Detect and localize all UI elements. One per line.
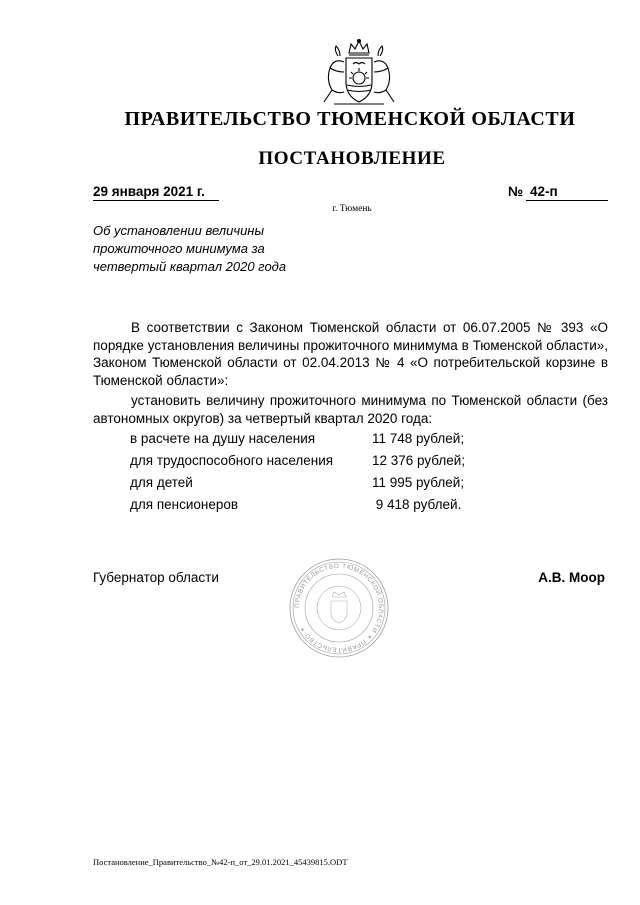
coat-of-arms-icon (318, 38, 400, 110)
list-item-value: 12 376 рублей; (372, 453, 466, 468)
city: г. Тюмень (332, 204, 372, 214)
list-item (130, 428, 510, 450)
list-item-label: для трудоспособного населения (130, 453, 334, 468)
list-item-label: в расчете на душу населения (130, 431, 316, 446)
document-type: ПОСТАНОВЛЕНИЕ (258, 148, 446, 169)
list-item (130, 450, 510, 472)
document-date: 29 января 2021 г. (93, 184, 219, 201)
document-number: 42-п (526, 184, 608, 201)
list-item (130, 472, 510, 494)
signatory-position: Губернатор области (93, 570, 219, 585)
list-item-value: 9 418 рублей. (372, 497, 462, 512)
list-item-value: 11 748 рублей; (372, 431, 465, 446)
minimum-list (130, 428, 510, 516)
decision-paragraph: установить величину прожиточного минимума по Тюменской области (без автономных округов) за четвертый квартал 2020 года: (93, 393, 608, 426)
list-item-label: для пенсионеров (130, 497, 239, 512)
signatory-name: А.В. Моор (538, 570, 605, 585)
svg-text:ПРАВИТЕЛЬСТВО ТЮМЕНСКОЙ ОБЛАСТ: ПРАВИТЕЛЬСТВО ТЮМЕНСКОЙ ОБЛАСТИ ✶ ПРАВИТЕЛЬСТВО ✶ (293, 562, 385, 654)
document-subject: Об установлении величины прожиточного минимума за четвертый квартал 2020 года (93, 223, 287, 274)
number-sign: № (508, 184, 524, 199)
list-item-label: для детей (130, 475, 193, 490)
official-seal-stamp-icon (288, 557, 390, 659)
list-item-value: 11 995 рублей; (372, 475, 465, 490)
government-title: ПРАВИТЕЛЬСТВО ТЮМЕНСКОЙ ОБЛАСТИ (124, 108, 576, 130)
preamble-paragraph: В соответствии с Законом Тюменской области от 06.07.2005 № 393 «О порядке установления величины прожиточного минимума в Тюменской области», Законом Тюменской области от 02.04.2013 № 4 «О потребительской корзине в Тюменской области»: (93, 320, 608, 388)
list-item (130, 494, 510, 516)
file-name-footer: Постановление_Правительство_№42-п_от_29.01.2021_45439815.ODT (93, 857, 348, 867)
